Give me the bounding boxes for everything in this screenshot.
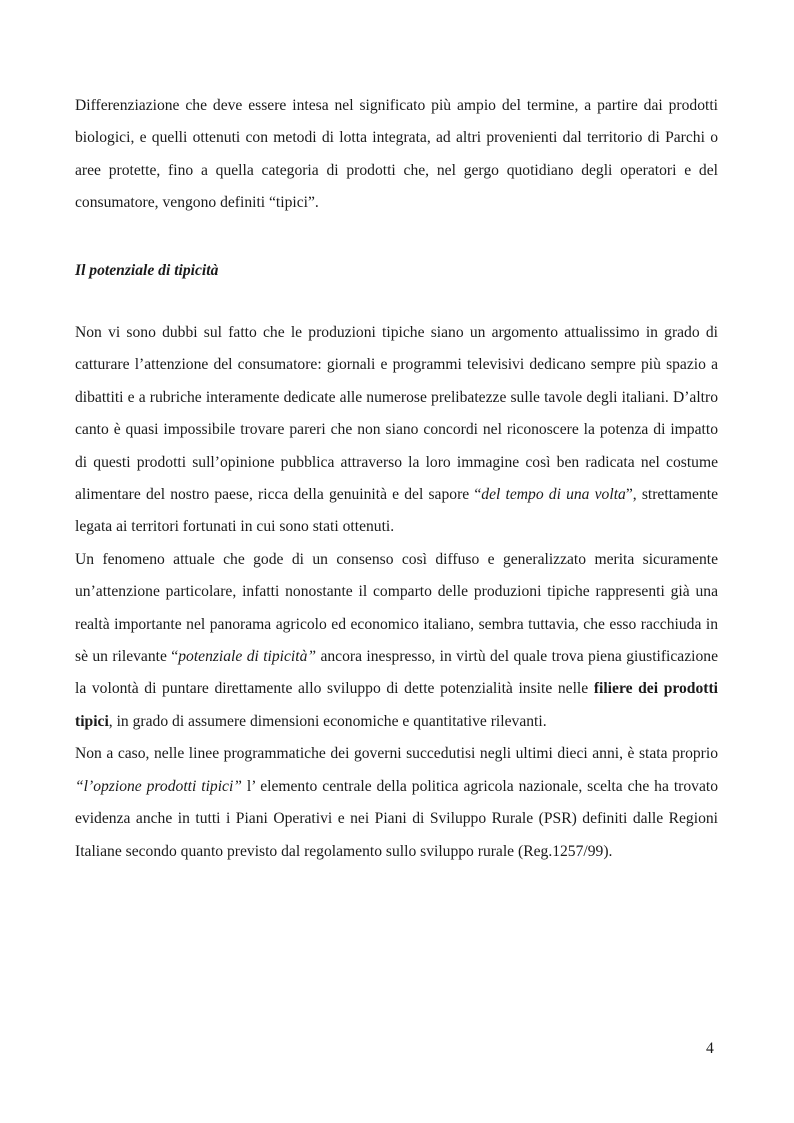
paragraph-differenziazione: Differenziazione che deve essere intesa nel significato più ampio del termine, a partire dai prodotti biologici, e quelli ottenuti con metodi di lotta integrata, ad altri provenienti dal territorio di Parchi o aree protette, fino a quella categoria di prodotti che, nel gergo quotidiano degli operatori e del consumatore, vengono definiti “tipici”. [75,97,718,212]
text-run: l’ elemento centrale della politica agricola nazionale, scelta che ha trovato evidenza anche in tutti i Piani Operativi e nei Piani di Sviluppo Rurale (PSR) definiti dalle Regioni Italiane secondo quanto previsto dal regolamento sullo sviluppo rurale (Reg.1257/99). [75,777,718,860]
section-body [75,317,718,868]
text-run: ”, strettamente legata ai territori fortunati in cui sono stati ottenuti. [75,486,719,536]
text-run: Non a caso, nelle linee programmatiche dei governi succedutisi negli ultimi dieci anni, è stata proprio [75,745,718,763]
text-run: , in grado di assumere dimensioni economiche e quantitative rilevanti. [108,712,547,730]
intro-paragraph-block [75,90,718,220]
paragraph-non-a-caso [75,738,718,868]
section-heading: Il potenziale di tipicità [75,262,219,279]
bold-term: filiere dei prodotti tipici [75,680,718,730]
page-number: 4 [706,1040,714,1057]
text-run: Un fenomeno attuale che gode di un consenso così diffuso e generalizzato merita sicuramente un’attenzione particolare, infatti nonostante il comparto delle produzioni tipiche rappresenti già una realtà importante nel panorama agricolo ed economico italiano, sembra tuttavia, che esso racchiuda in sè un rilevante “ [75,550,718,666]
text-run: Non vi sono dubbi sul fatto che le produzioni tipiche siano un argomento attualissimo in grado di catturare l’attenzione del consumatore: giornali e programmi televisivi dedicano sempre più spazio a dibattiti e a rubriche interamente dedicate alle numerose prelibatezze sulle tavole degli italiani. D’altro canto è quasi impossibile trovare pareri che non siano concordi nel riconoscere la potenza di impatto di questi prodotti sull’opinione pubblica attraverso la loro immagine così ben radicata nel costume alimentare del nostro paese, ricca della genuinità e del sapore “ [75,324,718,504]
italic-quote: “l’opzione prodotti tipici” [75,777,242,795]
text-run: ancora inespresso, in virtù del quale trova piena giustificazione la volontà di puntare direttamente allo sviluppo di dette potenzialità insite nelle [75,648,718,698]
paragraph-produzioni-tipiche [75,317,718,544]
italic-quote: del tempo di una volta [481,486,626,504]
paragraph-fenomeno-attuale [75,544,718,738]
italic-term: potenziale di tipicità” [178,648,317,666]
